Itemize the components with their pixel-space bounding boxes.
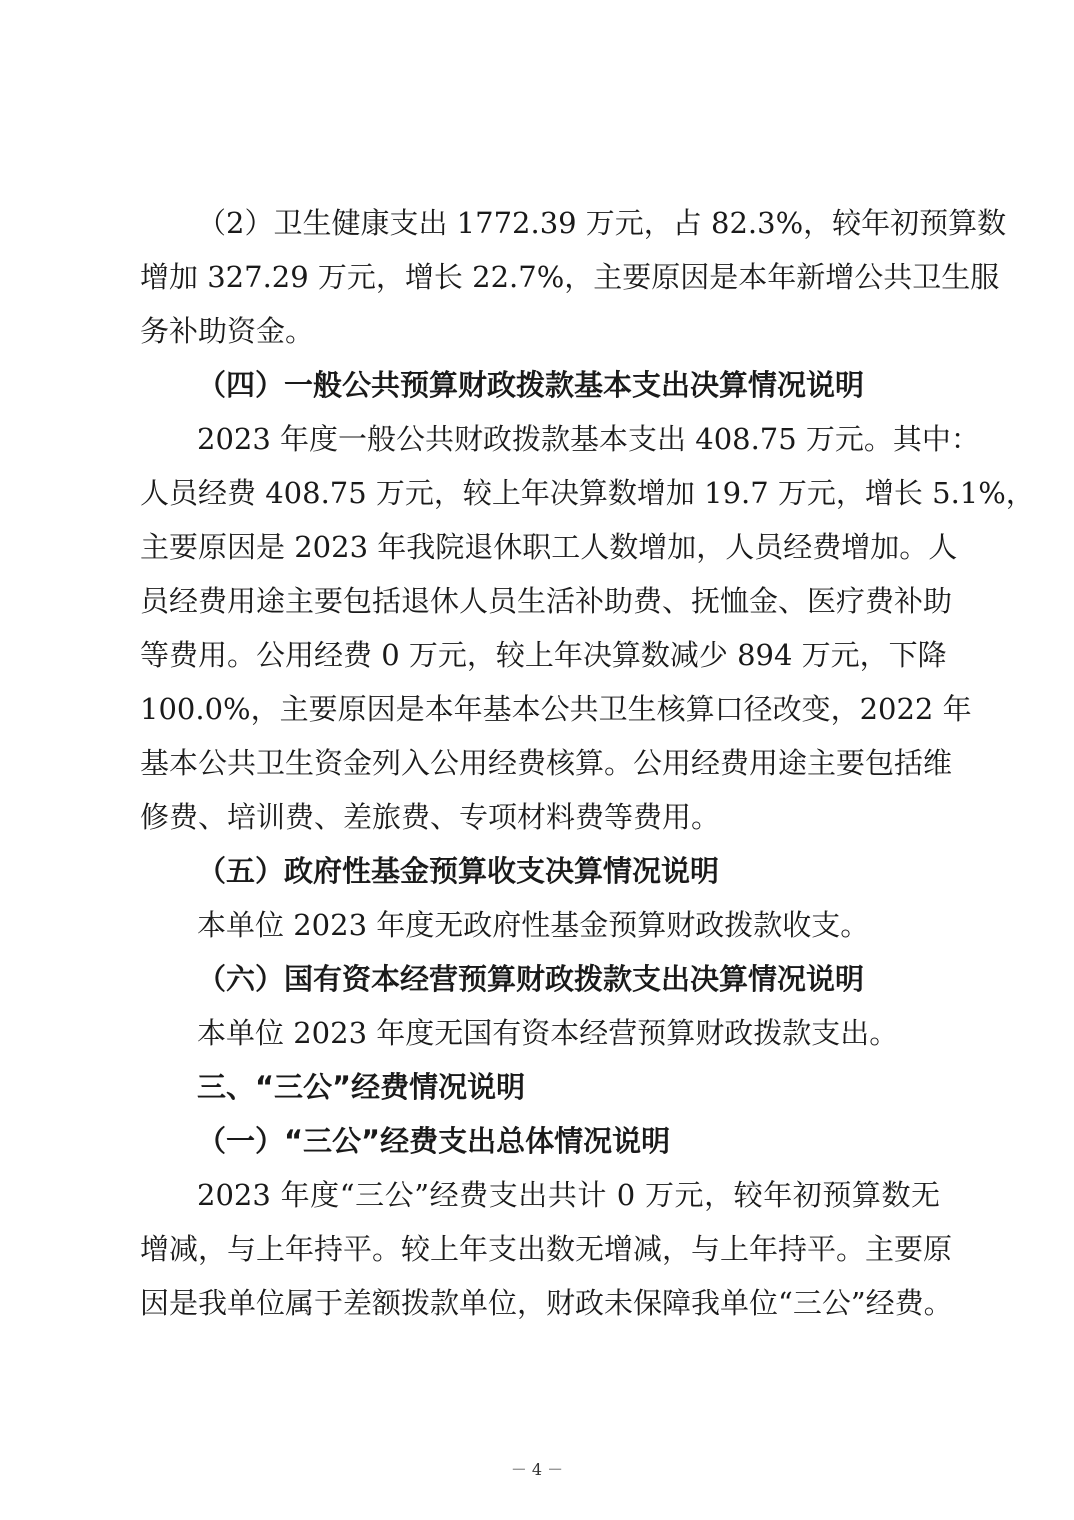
paragraph-line: 100.0%，主要原因是本年基本公共卫生核算口径改变，2022 年 — [140, 692, 972, 726]
paragraph-line: 人员经费 408.75 万元，较上年决算数增加 19.7 万元，增长 5.1%， — [140, 476, 1035, 510]
paragraph-line: 2023 年度一般公共财政拨款基本支出 408.75 万元。其中： — [197, 422, 980, 456]
paragraph-line: 增减，与上年持平。较上年支出数无增减，与上年持平。主要原 — [140, 1232, 953, 1266]
paragraph-line: 因是我单位属于差额拨款单位，财政未保障我单位“三公”经费。 — [140, 1286, 953, 1320]
section-heading: （四）一般公共预算财政拨款基本支出决算情况说明 — [197, 368, 865, 402]
chapter-heading: 三、“三公”经费情况说明 — [197, 1070, 526, 1104]
paragraph-line: 修费、培训费、差旅费、专项材料费等费用。 — [140, 800, 721, 834]
paragraph-line: 员经费用途主要包括退休人员生活补助费、抚恤金、医疗费补助 — [140, 584, 953, 618]
paragraph-line: 本单位 2023 年度无政府性基金预算财政拨款收支。 — [197, 908, 870, 942]
paragraph-line: 务补助资金。 — [140, 314, 315, 348]
paragraph-line: 主要原因是 2023 年我院退休职工人数增加，人员经费增加。人 — [140, 530, 958, 564]
page-number: － 4 － — [510, 1460, 564, 1479]
section-heading: （一）“三公”经费支出总体情况说明 — [197, 1124, 671, 1158]
section-heading: （五）政府性基金预算收支决算情况说明 — [197, 854, 720, 888]
paragraph-line: 本单位 2023 年度无国有资本经营预算财政拨款支出。 — [197, 1016, 899, 1050]
paragraph-line: 等费用。公用经费 0 万元，较上年决算数减少 894 万元，下降 — [140, 638, 947, 672]
paragraph-line: 2023 年度“三公”经费支出共计 0 万元，较年初预算数无 — [197, 1178, 940, 1212]
section-heading: （六）国有资本经营预算财政拨款支出决算情况说明 — [197, 962, 865, 996]
paragraph-line: （2）卫生健康支出 1772.39 万元，占 82.3%，较年初预算数 — [197, 206, 1007, 240]
paragraph-line: 增加 327.29 万元，增长 22.7%，主要原因是本年新增公共卫生服 — [140, 260, 1000, 294]
paragraph-line: 基本公共卫生资金列入公用经费核算。公用经费用途主要包括维 — [140, 746, 953, 780]
